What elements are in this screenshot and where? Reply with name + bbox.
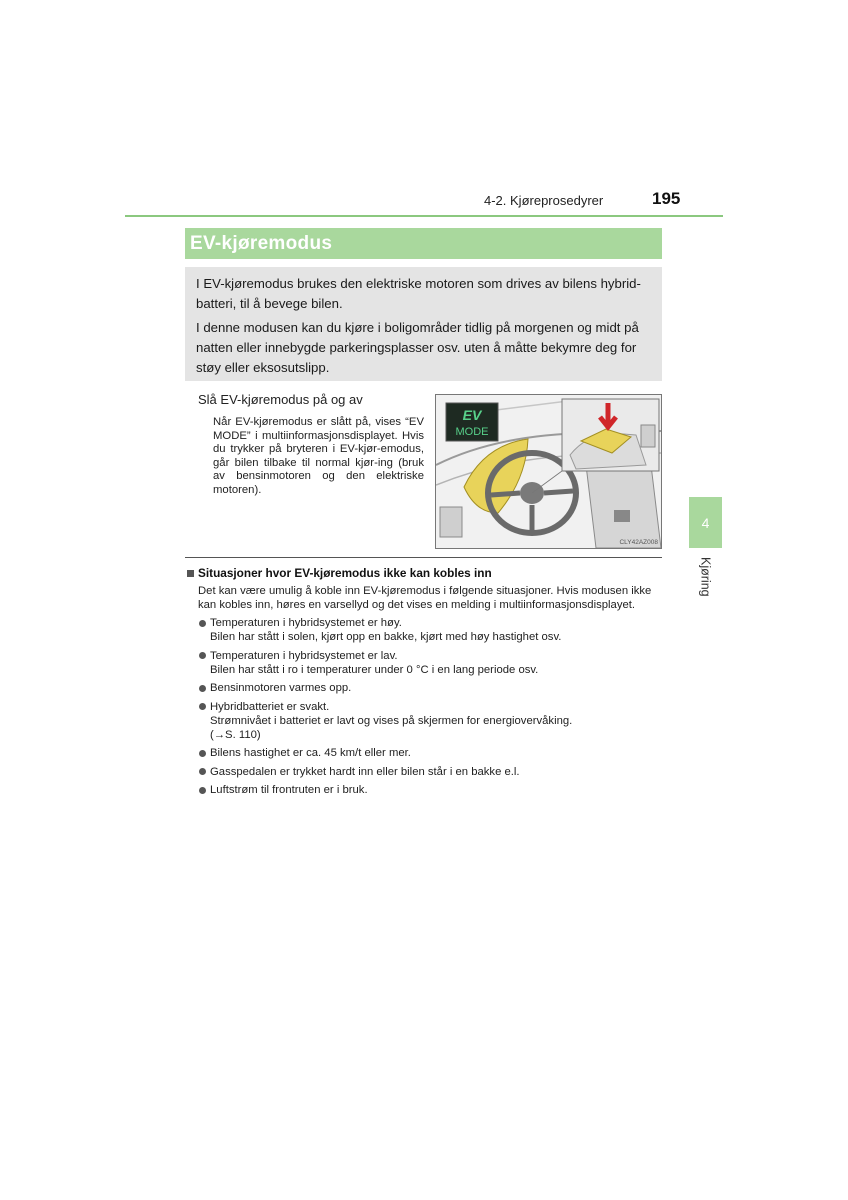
situations-intro: Det kan være umulig å koble inn EV-kjøremodus i følgende situasjoner. Hvis modusen ikke kan kobles inn, høres en varsellyd og det vises en melding i multiinformasjonsdisplayet. [198,585,652,611]
section-title-bar [185,228,662,259]
section-divider [185,557,662,558]
ev-indicator-text: EV [462,407,482,423]
illustration-code: CLY42AZ008 [619,539,658,546]
condition-main: Luftstrøm til frontruten er i bruk. [210,784,368,796]
bullet-icon [199,652,206,659]
bullet-icon [199,750,206,757]
situations-heading [187,566,492,580]
condition-main: Gasspedalen er trykket hardt inn eller bilen står i en bakke e.l. [210,765,520,778]
page-reference-link[interactable]: (→S. 110) [210,728,261,741]
square-bullet-icon [187,570,194,577]
bullet-icon [199,787,206,794]
condition-main: Bensinmotoren varmes opp. [210,682,352,694]
situations-heading-text: Situasjoner hvor EV-kjøremodus ikke kan kobles inn [198,566,492,580]
intro-paragraph: I denne modusen kan du kjøre i boligområder tidlig på morgenen og midt på natten eller innebygde parkeringsplasser osv. uten å måtte bekymre deg for støy eller eksosutslipp. [196,320,639,375]
list-item [197,783,662,797]
condition-main: Temperaturen i hybridsystemet er lav. [210,649,398,662]
condition-main: Temperaturen i hybridsystemet er høy. [210,617,402,629]
bullet-icon [199,703,206,710]
header-divider [125,215,723,217]
instruction-heading: Slå EV-kjøremodus på og av [198,392,363,407]
list-item [197,746,662,760]
condition-detail: Bilen har stått i solen, kjørt opp en bakke, kjørt med høy hastighet osv. [210,631,562,643]
list-item [197,649,662,677]
header-section-title: 4-2. Kjøreprosedyrer [484,193,604,208]
list-item [197,765,662,779]
list-item [197,681,662,695]
intro-box [185,267,662,381]
chapter-number: 4 [701,514,710,531]
dashboard-drawing [436,395,661,548]
list-item [197,616,662,644]
instruction-body: Når EV-kjøremodus er slått på, vises “EV MODE” i multiinformasjonsdisplayet. Hvis du trykker på bryteren i EV-kjør-emodus, går bilen tilbake til normal kjør-ing (bruk av bensinmotoren og den elektriske motoren). [213,416,424,496]
dashboard-illustration [435,394,662,549]
chapter-tab[interactable] [689,497,722,548]
conditions-list [197,616,662,802]
page-title: EV-kjøremodus [190,232,333,254]
page-number: 195 [652,189,681,208]
intro-paragraph: I EV-kjøremodus brukes den elektriske motoren som drives av bilens hybrid-batteri, til å bevege bilen. [196,276,641,311]
bullet-icon [199,768,206,775]
mode-indicator-text: MODE [455,426,489,438]
condition-detail: Bilen har stått i ro i temperaturer under 0 °C i en lang periode osv. [210,663,539,676]
chapter-label: Kjøring [698,557,713,597]
condition-main: Hybridbatteriet er svakt. [210,700,330,713]
bullet-icon [199,685,206,692]
bullet-icon [199,620,206,627]
list-item [197,700,662,742]
condition-detail: Strømnivået i batteriet er lavt og vises på skjermen for energiovervåking. [210,714,573,727]
condition-main: Bilens hastighet er ca. 45 km/t eller mer. [210,747,411,759]
